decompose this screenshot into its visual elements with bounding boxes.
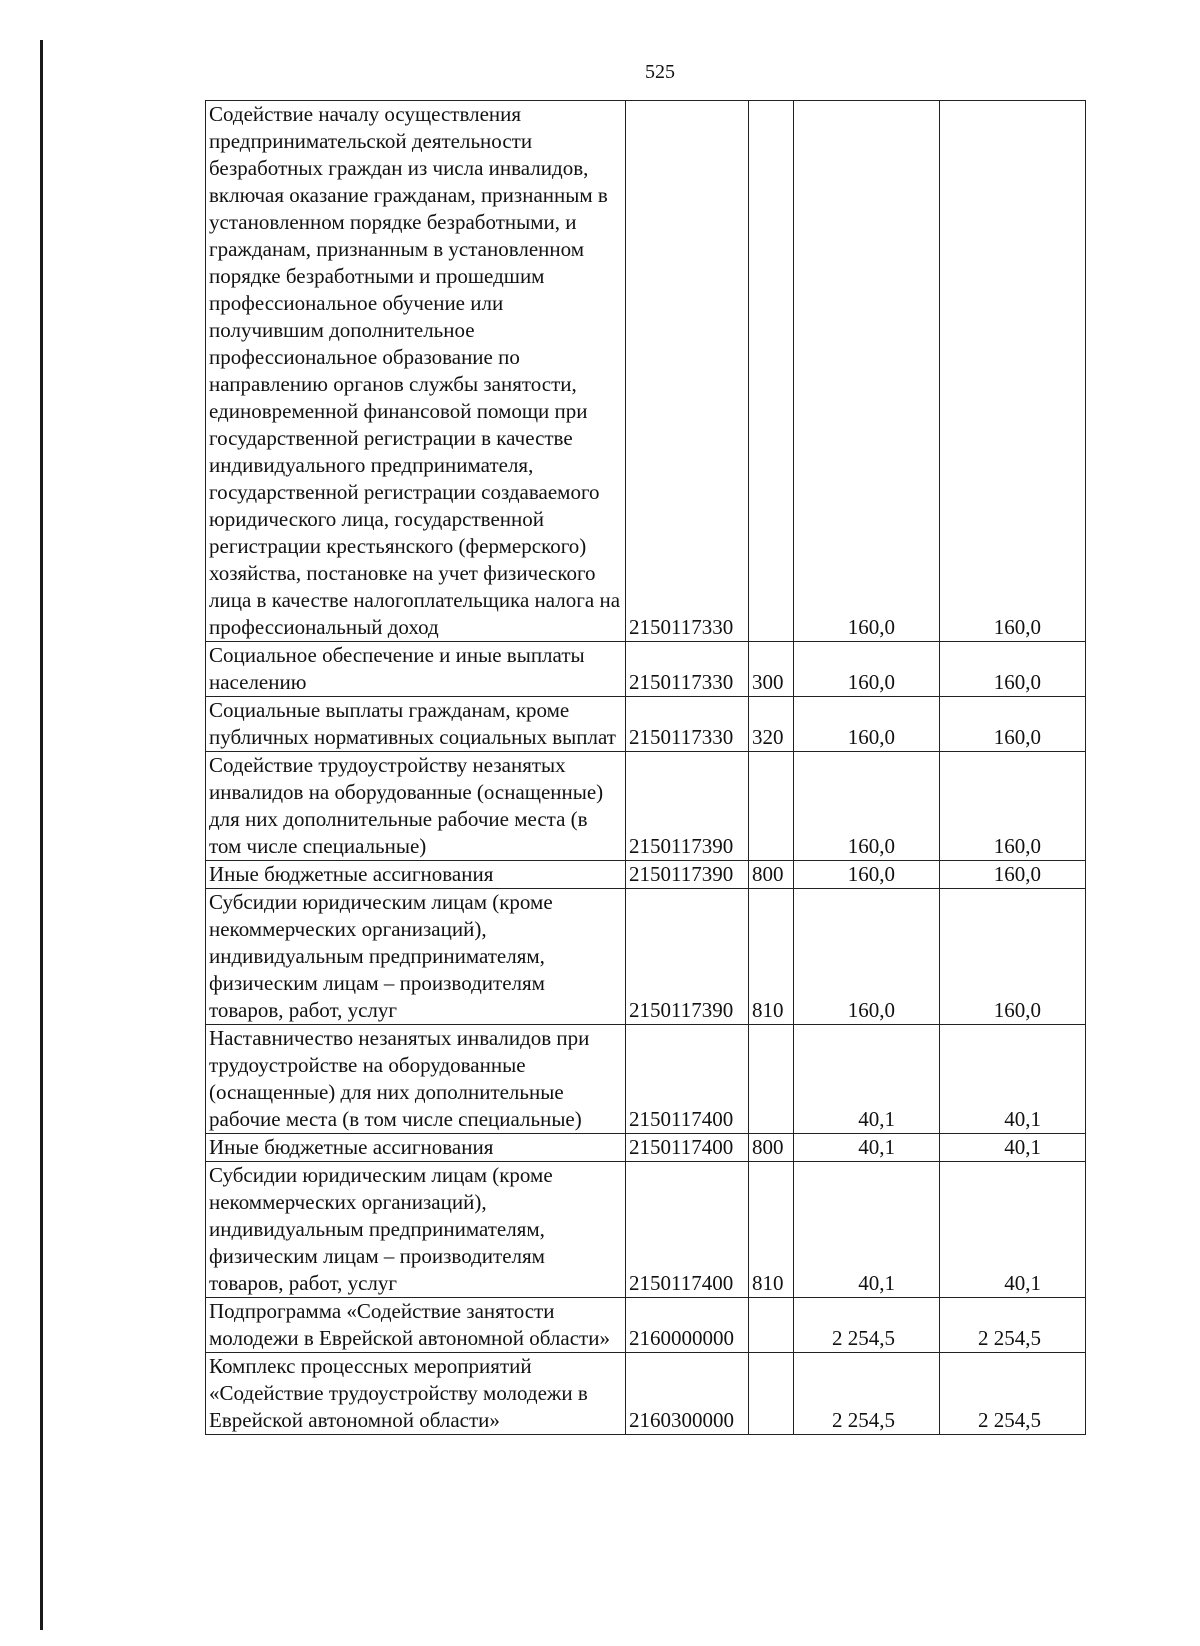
row-code-cell: 2150117400 (626, 1025, 749, 1134)
table-row (206, 642, 1086, 697)
table-row (206, 1353, 1086, 1435)
table-row (206, 861, 1086, 889)
row-sum-first-cell: 160,0 (794, 861, 940, 889)
row-sum-second-cell: 40,1 (940, 1025, 1086, 1134)
row-name-cell: Социальное обеспечение и иные выплаты населению (206, 642, 626, 697)
row-sum-second-cell: 160,0 (940, 889, 1086, 1025)
row-name-cell: Иные бюджетные ассигнования (206, 1134, 626, 1162)
row-code-cell: 2150117390 (626, 861, 749, 889)
row-code-cell: 2160000000 (626, 1298, 749, 1353)
row-code-cell: 2150117330 (626, 697, 749, 752)
row-code-cell: 2150117390 (626, 889, 749, 1025)
row-name-cell: Содействие началу осуществления предпринимательской деятельности безработных граждан из числа инвалидов, включая оказание гражданам, признанным в установленном порядке безработными, и гражданам, признанным в установленном порядке безработными и прошедшим профессиональное обучение или получившим дополнительное профессиональное образование по направлению органов службы занятости, единовременной финансовой помощи при государственной регистрации в качестве индивидуального предпринимателя, государственной регистрации создаваемого юридического лица, государственной регистрации крестьянского (фермерского) хозяйства, постановке на учет физического лица в качестве налогоплательщика налога на профессиональный доход (206, 101, 626, 642)
row-type-cell: 800 (749, 1134, 794, 1162)
row-sum-second-cell: 2 254,5 (940, 1353, 1086, 1435)
row-name-cell: Иные бюджетные ассигнования (206, 861, 626, 889)
row-type-cell (749, 1298, 794, 1353)
row-code-cell: 2160300000 (626, 1353, 749, 1435)
table-row (206, 697, 1086, 752)
row-type-cell (749, 1025, 794, 1134)
table-row (206, 752, 1086, 861)
table-row (206, 889, 1086, 1025)
row-name-cell: Субсидии юридическим лицам (кроме некоммерческих организаций), индивидуальным предпринимателям, физическим лицам – производителям товаров, работ, услуг (206, 889, 626, 1025)
row-sum-second-cell: 160,0 (940, 697, 1086, 752)
row-code-cell: 2150117330 (626, 642, 749, 697)
row-sum-first-cell: 2 254,5 (794, 1298, 940, 1353)
row-type-cell: 810 (749, 1162, 794, 1298)
row-code-cell: 2150117400 (626, 1134, 749, 1162)
row-type-cell: 320 (749, 697, 794, 752)
table-row (206, 1162, 1086, 1298)
row-name-cell: Содействие трудоустройству незанятых инвалидов на оборудованные (оснащенные) для них дополнительные рабочие места (в том числе специальные) (206, 752, 626, 861)
table-row (206, 1134, 1086, 1162)
row-sum-first-cell: 160,0 (794, 889, 940, 1025)
row-sum-first-cell: 40,1 (794, 1134, 940, 1162)
page-number: 525 (645, 61, 675, 83)
row-name-cell: Социальные выплаты гражданам, кроме публичных нормативных социальных выплат (206, 697, 626, 752)
row-sum-first-cell: 160,0 (794, 697, 940, 752)
row-sum-second-cell: 2 254,5 (940, 1298, 1086, 1353)
row-sum-second-cell: 160,0 (940, 861, 1086, 889)
row-name-cell: Подпрограмма «Содействие занятости молодежи в Еврейской автономной области» (206, 1298, 626, 1353)
row-sum-second-cell: 40,1 (940, 1134, 1086, 1162)
binding-edge-line (40, 40, 43, 1630)
row-sum-second-cell: 160,0 (940, 101, 1086, 642)
row-type-cell (749, 752, 794, 861)
row-type-cell: 300 (749, 642, 794, 697)
table-row (206, 1298, 1086, 1353)
row-sum-first-cell: 40,1 (794, 1162, 940, 1298)
row-type-cell (749, 1353, 794, 1435)
row-code-cell: 2150117400 (626, 1162, 749, 1298)
row-type-cell: 810 (749, 889, 794, 1025)
row-sum-first-cell: 160,0 (794, 101, 940, 642)
budget-table (205, 100, 1086, 1435)
row-name-cell: Наставничество незанятых инвалидов при трудоустройстве на оборудованные (оснащенные) для них дополнительные рабочие места (в том числе специальные) (206, 1025, 626, 1134)
table-row (206, 1025, 1086, 1134)
row-sum-second-cell: 160,0 (940, 752, 1086, 861)
row-sum-first-cell: 160,0 (794, 752, 940, 861)
budget-table-body (206, 101, 1086, 1435)
table-row (206, 101, 1086, 642)
row-sum-first-cell: 160,0 (794, 642, 940, 697)
row-name-cell: Комплекс процессных мероприятий «Содействие трудоустройству молодежи в Еврейской автономной области» (206, 1353, 626, 1435)
row-type-cell: 800 (749, 861, 794, 889)
row-name-cell: Субсидии юридическим лицам (кроме некоммерческих организаций), индивидуальным предпринимателям, физическим лицам – производителям товаров, работ, услуг (206, 1162, 626, 1298)
row-code-cell: 2150117390 (626, 752, 749, 861)
row-sum-second-cell: 160,0 (940, 642, 1086, 697)
row-code-cell: 2150117330 (626, 101, 749, 642)
row-type-cell (749, 101, 794, 642)
row-sum-first-cell: 2 254,5 (794, 1353, 940, 1435)
row-sum-second-cell: 40,1 (940, 1162, 1086, 1298)
row-sum-first-cell: 40,1 (794, 1025, 940, 1134)
